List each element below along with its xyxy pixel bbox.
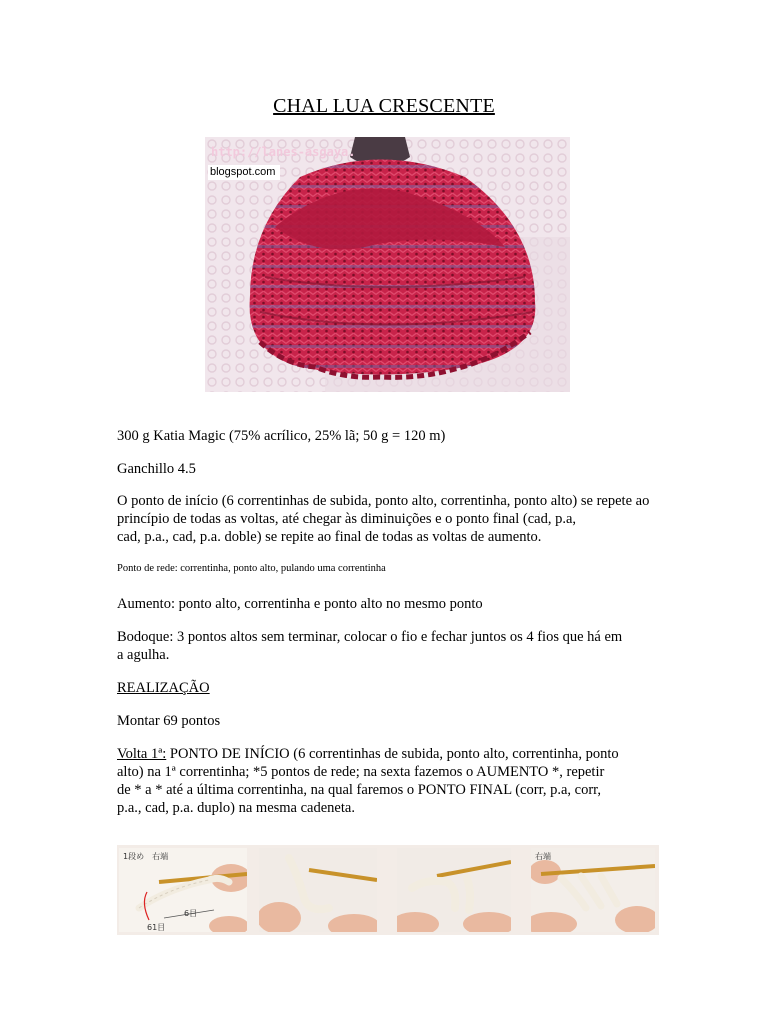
bobble-line: a agulha. xyxy=(117,647,170,663)
yarn-spec: 300 g Katia Magic (75% acrílico, 25% lã; 50 g = 120 m) xyxy=(117,428,446,444)
round-1-line: p.a., cad, p.a. duplo) na mesma cadeneta. xyxy=(117,800,355,816)
round-1-instruction xyxy=(117,745,687,817)
watermark-url: http://lanes-asgaya. xyxy=(211,145,356,159)
intro-line: O ponto de início (6 correntinhas de subida, ponto alto, correntinha, ponto alto) se repete ao xyxy=(117,493,650,509)
step-photo-3 xyxy=(397,848,511,932)
hook-spec: Ganchillo 4.5 xyxy=(117,461,196,477)
step-4-caption: 右端 xyxy=(535,852,551,861)
step-1-caption: 1段め 右端 xyxy=(123,852,169,861)
round-1-line: de * a * até a última correntinha, na qual faremos o PONTO FINAL (corr, p.a, corr, xyxy=(117,782,602,798)
step-photos-strip xyxy=(117,845,659,935)
round-1-label: Volta 1ª: xyxy=(117,746,167,762)
bobble-definition xyxy=(117,628,687,664)
cast-on-instruction: Montar 69 pontos xyxy=(117,713,221,729)
watermark-domain: blogspot.com xyxy=(208,165,280,180)
shawl-photo xyxy=(205,137,570,392)
step-photo-1 xyxy=(119,848,247,932)
intro-line: cad, p.a., cad, p.a. doble) se repite ao final de todas as voltas de aumento. xyxy=(117,529,542,545)
round-1-line: alto) na 1ª correntinha; *5 pontos de rede; na sexta fazemos o AUMENTO *, repetir xyxy=(117,764,605,780)
increase-definition: Aumento: ponto alto, correntinha e ponto alto no mesmo ponto xyxy=(117,596,483,612)
section-heading: REALIZAÇÃO xyxy=(117,680,210,696)
round-1-line: PONTO DE INÍCIO (6 correntinhas de subida, ponto alto, correntinha, ponto xyxy=(166,746,619,762)
step-photo-2 xyxy=(259,848,377,932)
step-1-count-a: 6目 xyxy=(184,909,198,918)
intro-paragraph xyxy=(117,492,687,546)
step-1-count-b: 61目 xyxy=(147,923,166,932)
bobble-line: Bodoque: 3 pontos altos sem terminar, colocar o fio e fechar juntos os 4 fios que há em xyxy=(117,629,623,645)
page-title: CHAL LUA CRESCENTE xyxy=(273,95,495,117)
net-stitch-definition: Ponto de rede: correntinha, ponto alto, pulando uma correntinha xyxy=(117,563,386,574)
step-photo-4 xyxy=(531,848,655,932)
intro-line: princípio de todas as voltas, até chegar às diminuições e o ponto final (cad, p.a, xyxy=(117,511,577,527)
